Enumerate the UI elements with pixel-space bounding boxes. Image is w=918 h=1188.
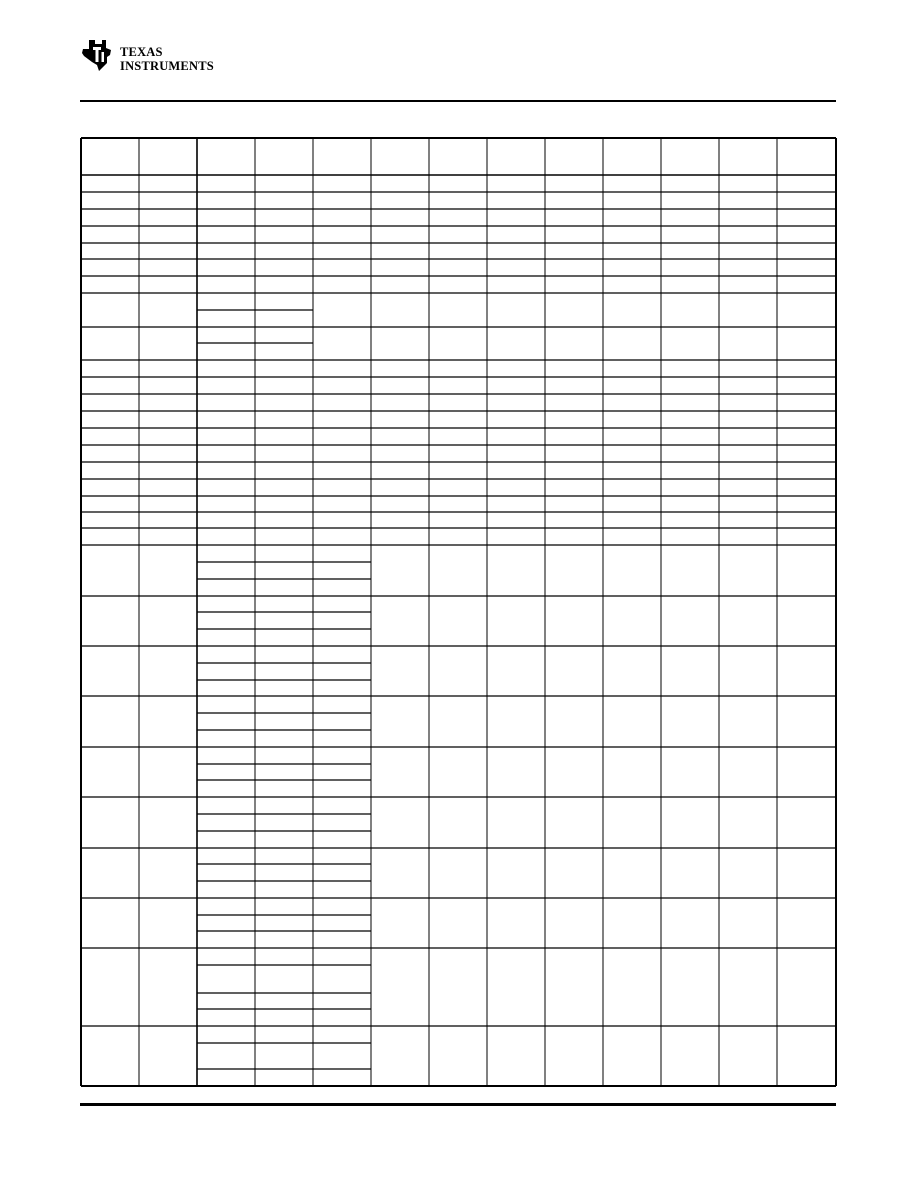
footer-rule: [80, 1103, 836, 1106]
logo-text-texas: TEXAS: [120, 45, 163, 59]
logo-text-instruments: INSTRUMENTS: [120, 59, 214, 73]
